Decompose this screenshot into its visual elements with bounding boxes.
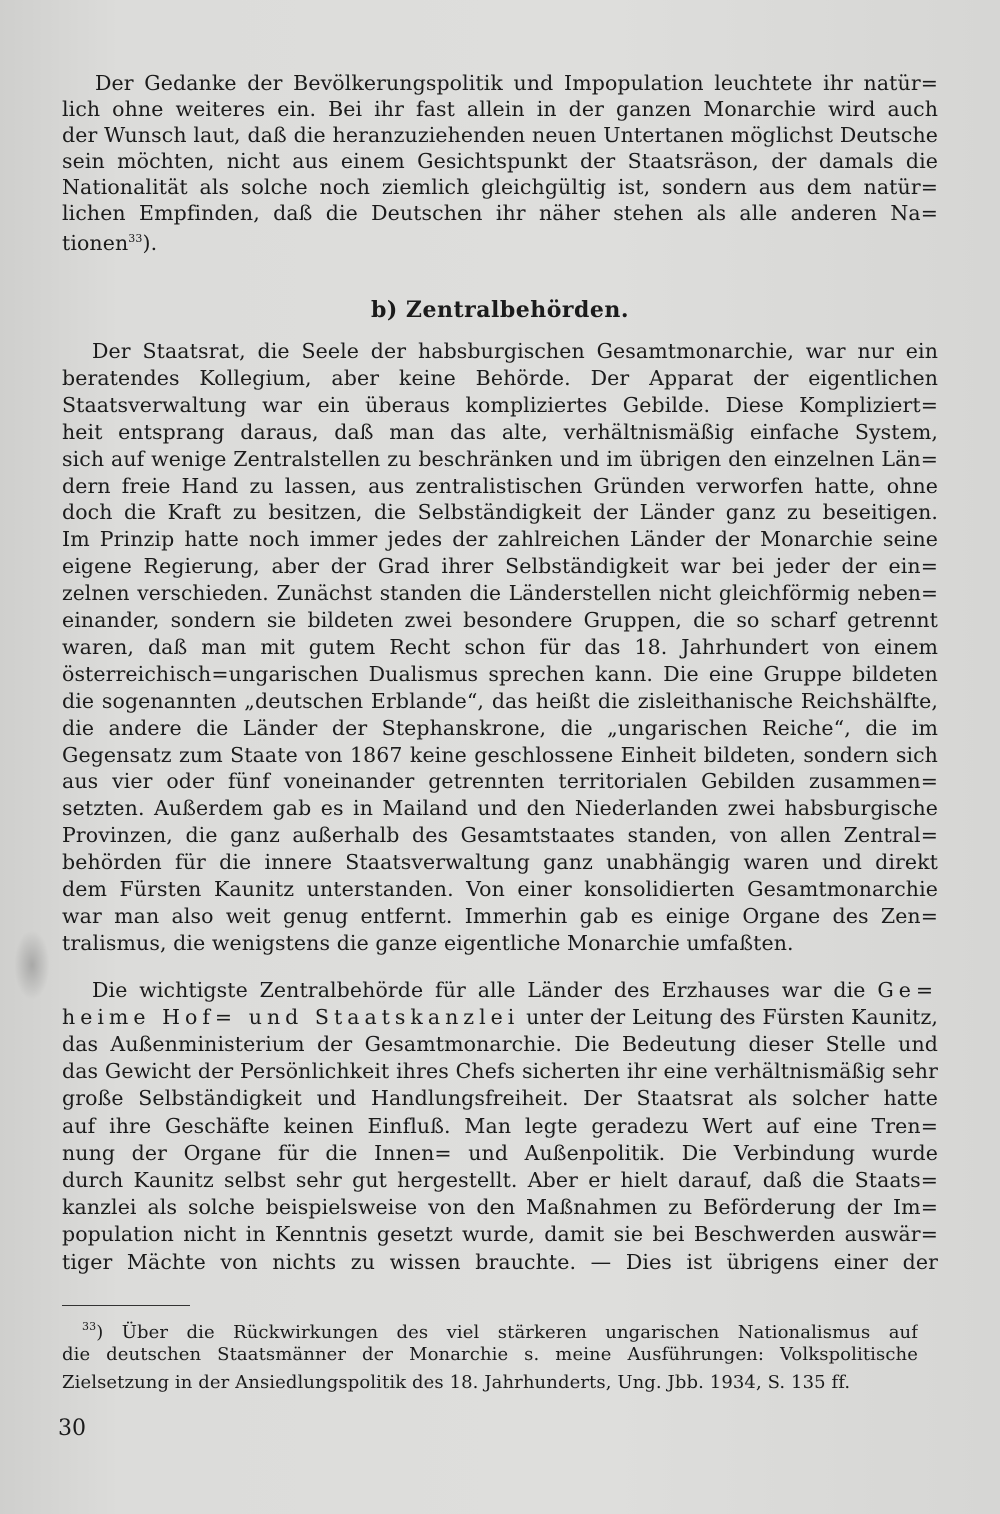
text-line: population nicht in Kenntnis gesetzt wurde, damit sie bei Beschwerden auswär= — [62, 1222, 938, 1246]
text-line: österreichisch=ungarischen Dualismus sprechen kann. Die eine Gruppe bildeten — [62, 662, 938, 686]
spaced-text: heime Hof= und Staatskanzlei — [62, 1005, 520, 1029]
text-line: tralismus, die wenigstens die ganze eigentliche Monarchie umfaßten. — [62, 931, 794, 955]
text-line: die andere die Länder der Stephanskrone, die „ungarischen Reiche“, die im — [62, 716, 938, 740]
line-text: tionen — [62, 231, 129, 255]
text-line: kanzlei als solche beispielsweise von den Maßnahmen zu Beförderung der Im= — [62, 1195, 938, 1219]
text-line: heit entsprang daraus, daß man das alte, verhältnismäßig einfache System, — [62, 420, 938, 444]
text-line: die sogenannten „deutschen Erblande“, das heißt die zisleithanische Reichshälfte, — [62, 689, 938, 713]
footnote-number: 33 — [82, 1320, 97, 1333]
text-line: einander, sondern sie bildeten zwei besondere Gruppen, die so scharf getrennt — [62, 608, 938, 632]
text-line — [82, 1316, 918, 1344]
text-line: waren, daß man mit gutem Recht schon für das 18. Jahrhundert von einem — [62, 635, 938, 659]
text-line: setzten. Außerdem gab es in Mailand und den Niederlanden zwei habsburgische — [62, 796, 938, 820]
text-line: Provinzen, die ganz außerhalb des Gesamtstaates standen, von allen Zentral= — [62, 823, 938, 847]
text-line: die deutschen Staatsmänner der Monarchie s. meine Ausführungen: Volkspolitische — [62, 1344, 918, 1365]
text-line: beratendes Kollegium, aber keine Behörde. Der Apparat der eigentlichen — [62, 366, 938, 390]
text-line: Staatsverwaltung war ein überaus kompliziertes Gebilde. Diese Kompliziert= — [62, 393, 938, 417]
text-line: Gegensatz zum Staate von 1867 keine geschlossene Einheit bildeten, sondern sich — [62, 743, 938, 767]
text-line: sein möchten, nicht aus einem Gesichtspunkt der Staatsräson, der damals die — [62, 149, 938, 173]
line-text: Die wichtigste Zentralbehörde für alle Länder des Erzhauses war die — [92, 978, 866, 1002]
text-line: Nationalität als solche noch ziemlich gleichgültig ist, sondern aus dem natür= — [62, 175, 938, 199]
line-text: ) Über die Rückwirkungen des viel stärkeren ungarischen Nationalismus auf — [96, 1322, 918, 1343]
text-line: durch Kaunitz selbst sehr gut hergestellt. Aber er hielt darauf, daß die Staats= — [62, 1168, 938, 1192]
page-number: 30 — [58, 1416, 86, 1441]
text-line: tiger Mächte von nichts zu wissen brauchte. — Dies ist übrigens einer der — [62, 1250, 938, 1274]
text-line: war man also weit genug entfernt. Immerhin gab es einige Organe des Zen= — [62, 904, 938, 928]
text-line: große Selbständigkeit und Handlungsfreiheit. Der Staatsrat als solcher hatte — [62, 1086, 938, 1110]
text-line: das Gewicht der Persönlichkeit ihres Chefs sicherten ihr eine verhältnismäßig sehr — [62, 1059, 938, 1083]
footnote-ref: 33 — [128, 232, 143, 245]
spaced-text: Ge= — [877, 978, 938, 1002]
section-heading: b) Zentralbehörden. — [370, 297, 630, 323]
text-line: eigene Regierung, aber der Grad ihrer Selbständigkeit war bei jeder der ein= — [62, 554, 938, 578]
text-line: Zielsetzung in der Ansiedlungspolitik des 18. Jahrhunderts, Ung. Jbb. 1934, S. 135 ff. — [62, 1372, 851, 1393]
text-line: dern freie Hand zu lassen, aus zentralistischen Gründen verworfen hatte, ohne — [62, 474, 938, 498]
text-line: nung der Organe für die Innen= und Außenpolitik. Die Verbindung wurde — [62, 1141, 938, 1165]
line-text: ). — [142, 231, 158, 255]
text-line: der Wunsch laut, daß die heranzuziehenden neuen Untertanen möglichst Deutsche — [62, 123, 938, 147]
text-line: doch die Kraft zu besitzen, die Selbständigkeit der Länder ganz zu beseitigen. — [62, 500, 938, 524]
text-line: auf ihre Geschäfte keinen Einfluß. Man legte geradezu Wert auf eine Tren= — [62, 1114, 938, 1138]
text-line: lich ohne weiteres ein. Bei ihr fast allein in der ganzen Monarchie wird auch — [62, 97, 938, 121]
text-line: zelnen verschieden. Zunächst standen die Länderstellen nicht gleichförmig neben= — [62, 581, 938, 605]
text-line: dem Fürsten Kaunitz unterstanden. Von einer konsolidierten Gesamtmonarchie — [62, 877, 938, 901]
text-line: aus vier oder fünf voneinander getrennten territorialen Gebilden zusammen= — [62, 769, 938, 793]
text-line: Im Prinzip hatte noch immer jedes der zahlreichen Länder der Monarchie seine — [62, 527, 938, 551]
text-line: sich auf wenige Zentralstellen zu beschränken und im übrigen den einzelnen Län= — [62, 447, 938, 471]
line-text: unter der Leitung des Fürsten Kaunitz, — [526, 1005, 938, 1029]
text-line: das Außenministerium der Gesamtmonarchie. Die Bedeutung dieser Stelle und — [62, 1032, 938, 1056]
text-line: Der Staatsrat, die Seele der habsburgischen Gesamtmonarchie, war nur ein — [92, 339, 938, 363]
text-line: Der Gedanke der Bevölkerungspolitik und Impopulation leuchtete ihr natür= — [95, 71, 938, 95]
text-line: lichen Empfinden, daß die Deutschen ihr näher stehen als alle anderen Na= — [62, 201, 938, 225]
text-line: behörden für die innere Staatsverwaltung ganz unabhängig waren und direkt — [62, 850, 938, 874]
